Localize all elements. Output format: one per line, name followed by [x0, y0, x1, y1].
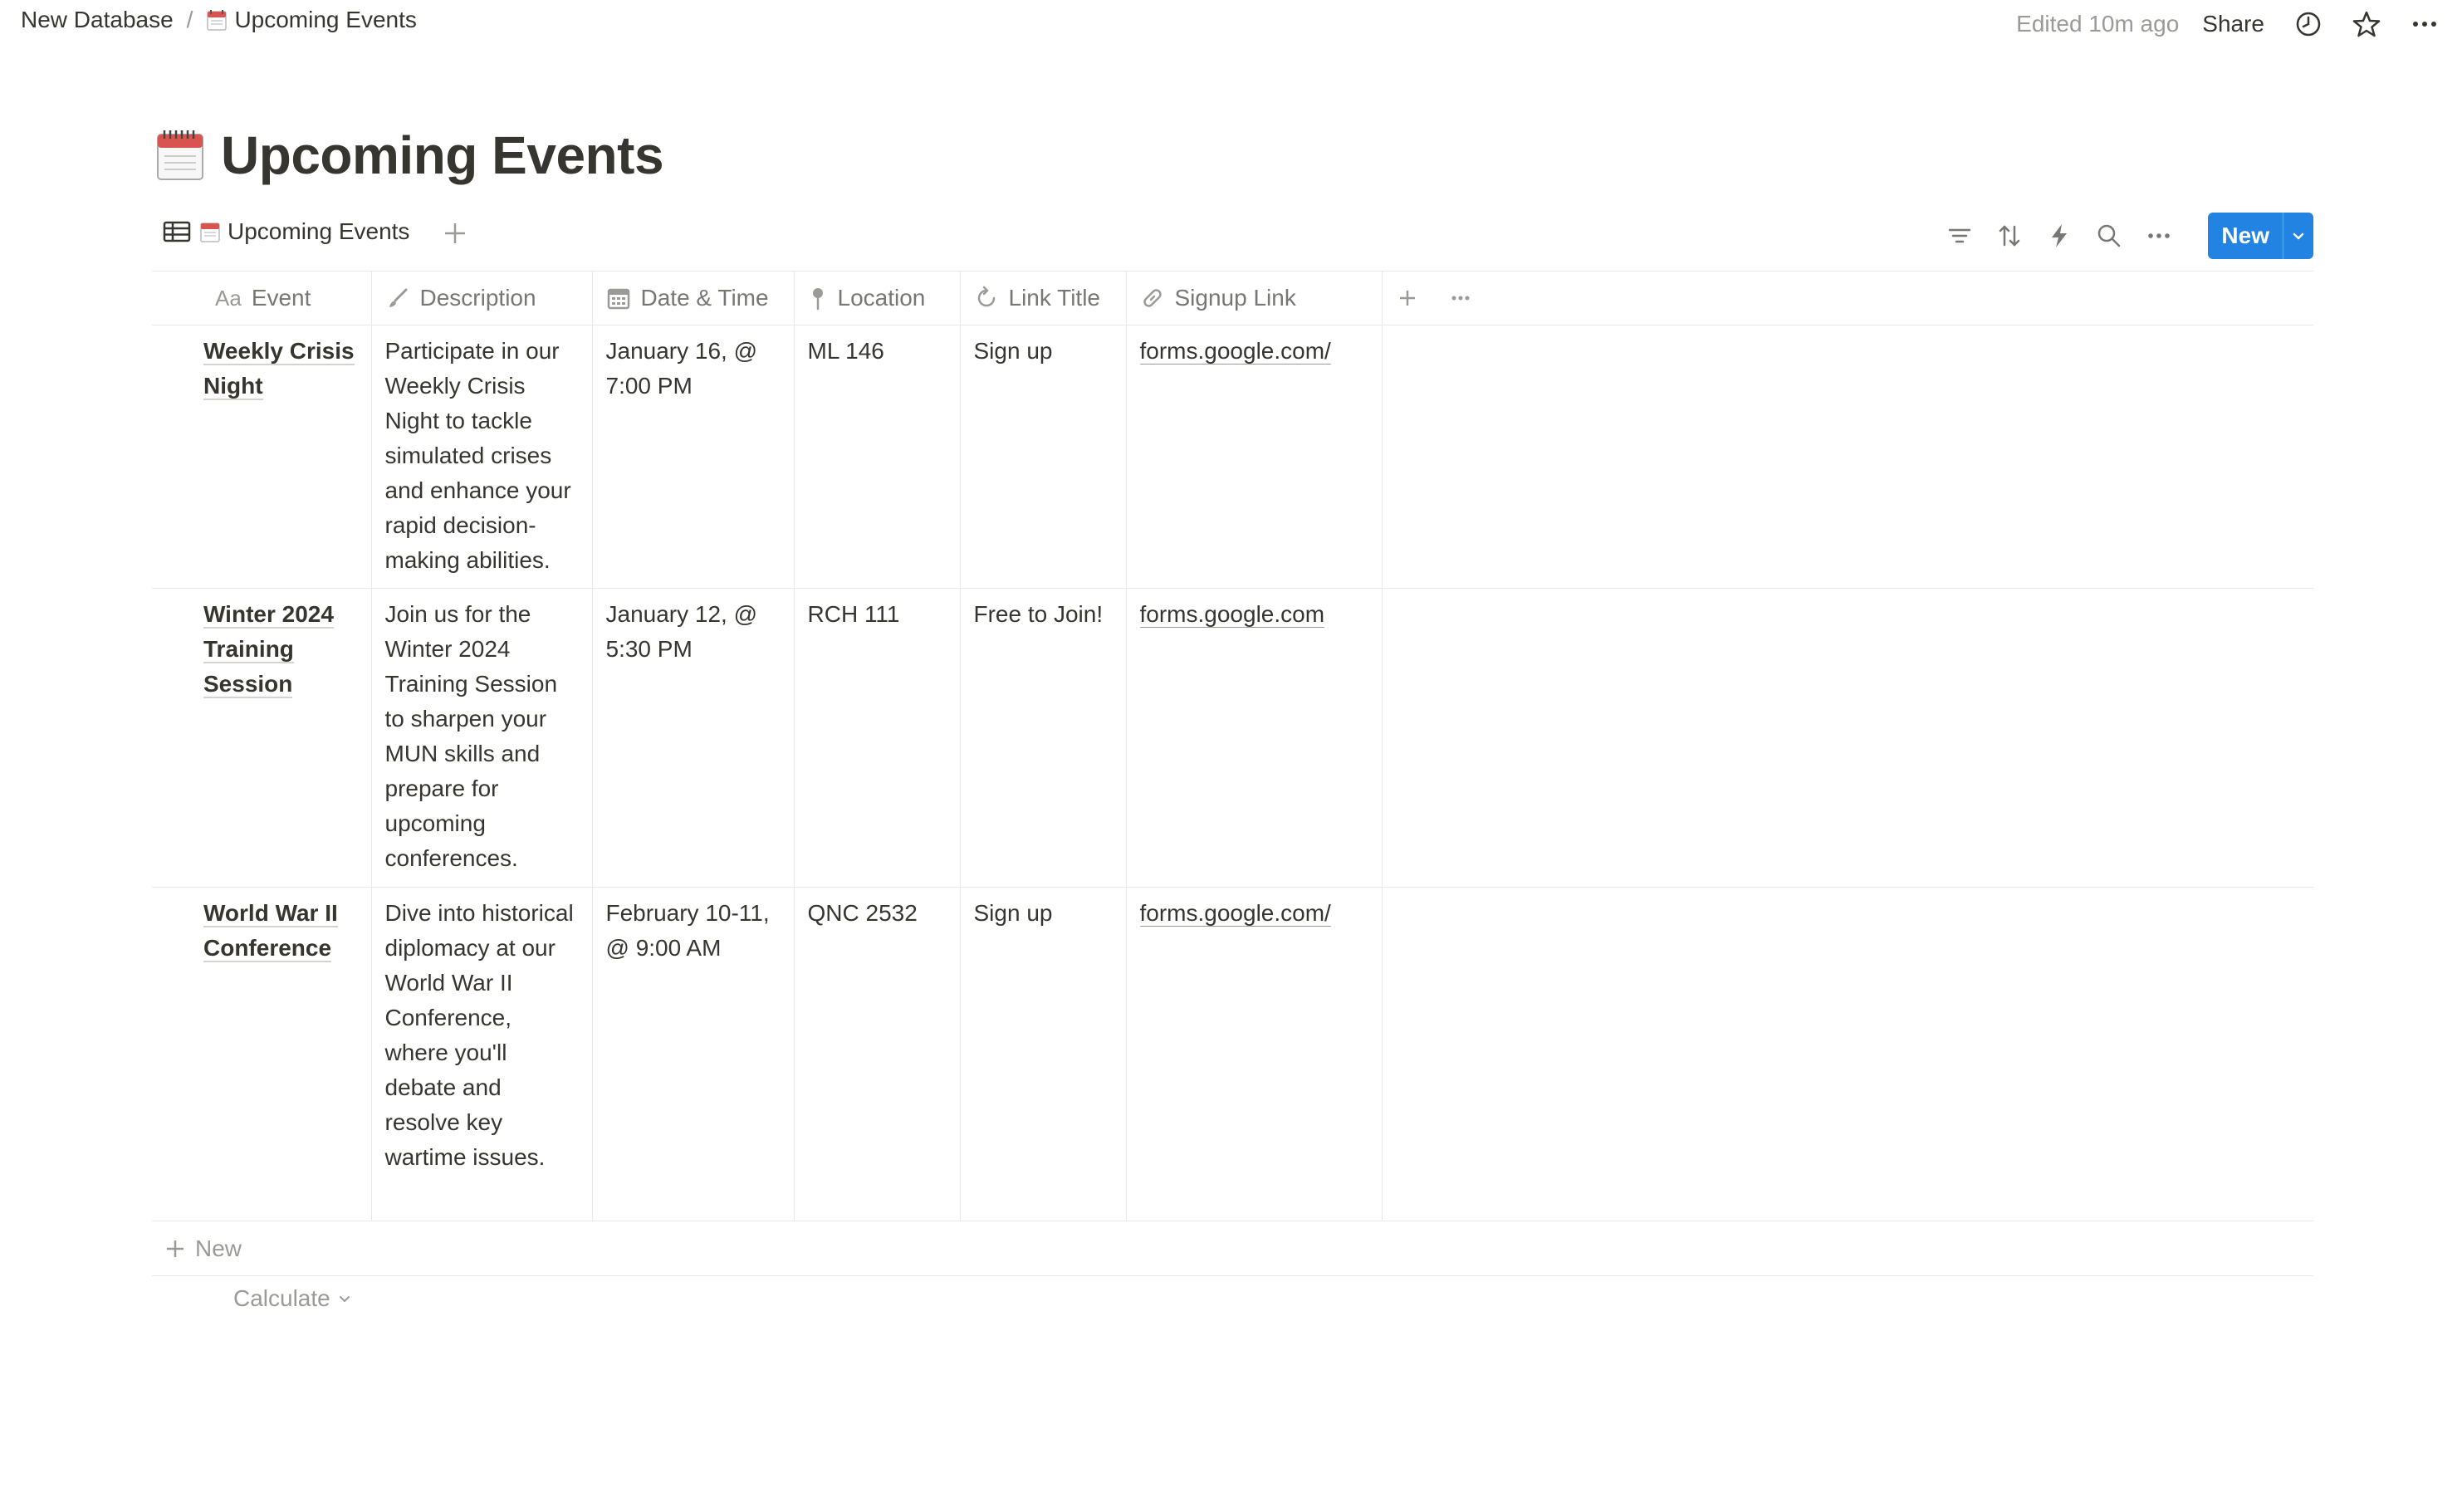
plus-icon [164, 1237, 187, 1260]
column-label: Link Title [1008, 285, 1100, 311]
table-row[interactable] [152, 888, 2313, 1221]
calendar-icon[interactable] [154, 128, 206, 183]
sort-icon[interactable] [1995, 222, 2024, 250]
chevron-down-icon [337, 1291, 352, 1306]
calendar-icon [206, 8, 228, 32]
text-type-icon: Aa [215, 285, 242, 311]
column-label: Date & Time [640, 285, 769, 311]
breadcrumb-current[interactable]: Upcoming Events [234, 7, 417, 32]
table-header [152, 272, 2313, 325]
cell-datetime[interactable]: February 10-11, @ 9:00 AM [592, 888, 794, 1221]
calculate-label: Calculate [233, 1285, 330, 1311]
cell-description[interactable]: Join us for the Winter 2024 Training Session to sharpen your MUN skills and prepare for upcoming conferences. [371, 589, 592, 888]
add-row-button[interactable] [152, 1222, 2313, 1276]
topbar-actions [2016, 5, 2440, 43]
column-header-actions [1382, 272, 2313, 325]
cell-description[interactable]: Participate in our Weekly Crisis Night to tackle simulated crises and enhance your rapid decision-making abilities. [371, 325, 592, 589]
column-label: Event [251, 285, 311, 311]
new-button-dropdown[interactable] [2283, 213, 2313, 259]
topbar [0, 0, 2462, 50]
signup-link[interactable]: forms.google.com/ [1139, 338, 1331, 364]
cell-signup-link[interactable] [1126, 589, 1382, 888]
cell-description[interactable]: Dive into historical diplomacy at our World War II Conference, where you'll debate and resolve key wartime issues. [371, 888, 592, 1221]
event-name[interactable]: World War II Conference [203, 900, 338, 961]
calendar-icon [199, 220, 221, 243]
search-icon[interactable] [2095, 222, 2123, 250]
view-tab-table[interactable] [163, 218, 409, 245]
cell-empty [1382, 888, 2313, 1221]
cell-datetime[interactable]: January 12, @ 5:30 PM [592, 589, 794, 888]
breadcrumb-separator: / [186, 7, 193, 32]
column-label: Signup Link [1174, 285, 1296, 311]
clock-icon[interactable] [2293, 8, 2324, 40]
brush-icon [385, 286, 410, 311]
star-icon[interactable] [2351, 8, 2382, 40]
cell-link-title[interactable]: Sign up [960, 888, 1126, 1221]
signup-link[interactable]: forms.google.com/ [1139, 900, 1331, 926]
cell-link-title[interactable]: Free to Join! [960, 589, 1126, 888]
breadcrumb-parent[interactable]: New Database [21, 7, 174, 32]
column-label: Description [419, 285, 536, 311]
column-header-datetime[interactable] [592, 272, 794, 325]
pin-icon [808, 286, 828, 311]
breadcrumb [21, 7, 417, 33]
cell-event[interactable] [152, 888, 371, 1221]
view-tools [1946, 212, 2313, 259]
new-button-group [2208, 213, 2313, 259]
column-header-signup-link[interactable] [1126, 272, 1382, 325]
event-name[interactable]: Weekly Crisis Night [203, 338, 355, 399]
cell-signup-link[interactable] [1126, 325, 1382, 589]
cell-location[interactable]: QNC 2532 [794, 888, 960, 1221]
cell-location[interactable]: ML 146 [794, 325, 960, 589]
table-row[interactable] [152, 325, 2313, 589]
share-button[interactable]: Share [2202, 11, 2264, 37]
event-name[interactable]: Winter 2024 Training Session [203, 601, 334, 697]
cell-link-title[interactable]: Sign up [960, 325, 1126, 589]
chevron-down-icon [2290, 228, 2307, 244]
calculate-button[interactable] [233, 1285, 352, 1312]
more-icon[interactable] [1449, 286, 1472, 310]
add-property-icon[interactable] [1396, 286, 1419, 310]
cell-empty [1382, 325, 2313, 589]
signup-link[interactable]: forms.google.com [1139, 601, 1325, 627]
edited-status: Edited 10m ago [2016, 11, 2180, 37]
column-header-description[interactable] [371, 272, 592, 325]
cell-location[interactable]: RCH 111 [794, 589, 960, 888]
filter-icon[interactable] [1946, 222, 1974, 250]
more-icon[interactable] [2145, 222, 2173, 250]
cell-empty [1382, 589, 2313, 888]
new-button[interactable]: New [2221, 222, 2269, 248]
cell-signup-link[interactable] [1126, 888, 1382, 1221]
cell-event[interactable] [152, 589, 371, 888]
column-header-event[interactable] [152, 272, 371, 325]
page-title [154, 125, 663, 186]
column-header-location[interactable] [794, 272, 960, 325]
page-title-text[interactable]: Upcoming Events [221, 125, 664, 185]
column-label: Location [837, 285, 926, 311]
view-tab-label: Upcoming Events [228, 218, 410, 244]
formula-refresh-icon [974, 286, 999, 311]
add-view-icon[interactable] [442, 220, 468, 247]
more-icon[interactable] [2409, 8, 2440, 40]
add-row-label: New [195, 1236, 242, 1261]
table-icon [163, 219, 191, 244]
cell-event[interactable] [152, 325, 371, 589]
calendar-grid-icon [606, 286, 631, 311]
cell-datetime[interactable]: January 16, @ 7:00 PM [592, 325, 794, 589]
lightning-icon[interactable] [2045, 222, 2073, 250]
link-icon [1140, 286, 1165, 311]
column-header-link-title[interactable] [960, 272, 1126, 325]
view-bar [154, 212, 2313, 262]
database-table [152, 271, 2313, 1221]
table-row[interactable] [152, 589, 2313, 888]
